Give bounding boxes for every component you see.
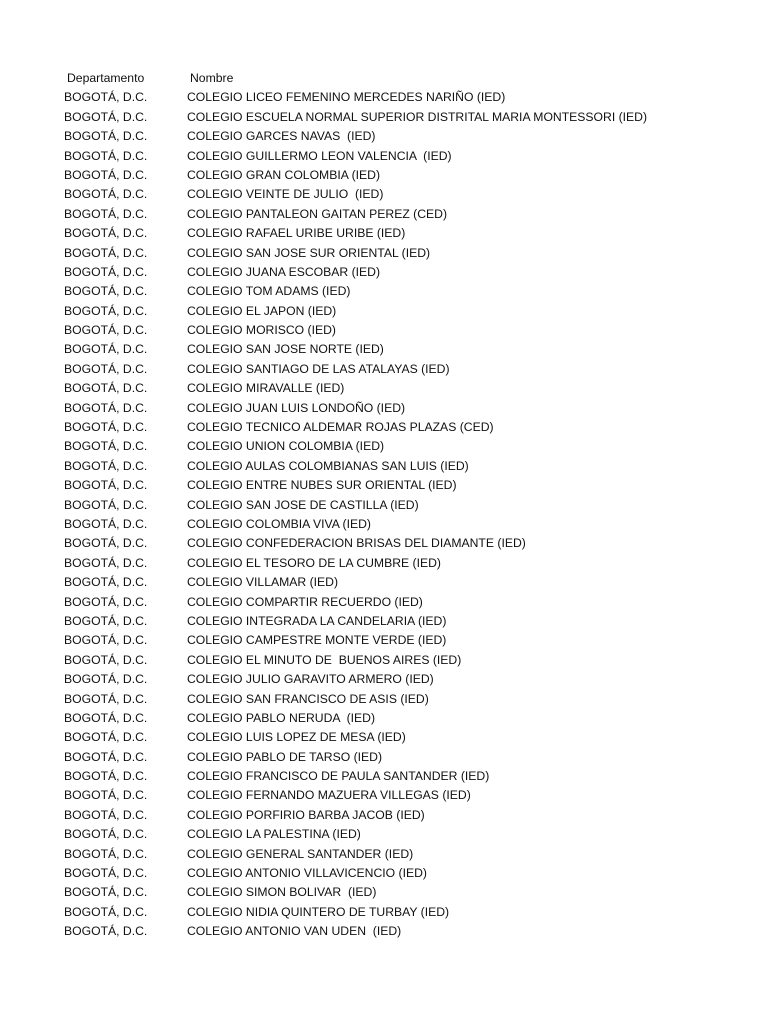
cell-departamento: BOGOTÁ, D.C. — [64, 148, 148, 163]
cell-nombre: COLEGIO LUIS LOPEZ DE MESA (IED) — [187, 730, 406, 745]
cell-nombre: COLEGIO ANTONIO VAN UDEN (IED) — [187, 924, 402, 939]
table-row — [64, 864, 744, 883]
cell-nombre: COLEGIO PANTALEON GAITAN PEREZ (CED) — [187, 206, 448, 221]
table-row — [64, 302, 744, 321]
header-row — [64, 69, 744, 88]
cell-departamento: BOGOTÁ, D.C. — [64, 846, 148, 861]
table-row — [64, 224, 744, 243]
cell-departamento: BOGOTÁ, D.C. — [64, 400, 148, 415]
cell-departamento: BOGOTÁ, D.C. — [64, 361, 148, 376]
table-row — [64, 534, 744, 553]
cell-departamento: BOGOTÁ, D.C. — [64, 109, 148, 124]
cell-nombre: COLEGIO JUAN LUIS LONDOÑO (IED) — [187, 400, 406, 415]
cell-departamento: BOGOTÁ, D.C. — [64, 284, 148, 299]
cell-nombre: COLEGIO SAN JOSE DE CASTILLA (IED) — [187, 497, 419, 512]
table-row — [64, 360, 744, 379]
cell-nombre: COLEGIO GUILLERMO LEON VALENCIA (IED) — [187, 148, 452, 163]
table-row — [64, 728, 744, 747]
table-row — [64, 670, 744, 689]
table-row — [64, 496, 744, 515]
cell-nombre: COLEGIO SANTIAGO DE LAS ATALAYAS (IED) — [187, 361, 450, 376]
spreadsheet-table — [64, 69, 744, 942]
table-row — [64, 147, 744, 166]
cell-nombre: COLEGIO NIDIA QUINTERO DE TURBAY (IED) — [187, 904, 450, 919]
table-row — [64, 166, 744, 185]
cell-nombre: COLEGIO SAN JOSE NORTE (IED) — [187, 342, 384, 357]
table-row — [64, 244, 744, 263]
cell-departamento: BOGOTÁ, D.C. — [64, 458, 148, 473]
cell-nombre: COLEGIO VILLAMAR (IED) — [187, 575, 339, 590]
cell-nombre: COLEGIO SAN JOSE SUR ORIENTAL (IED) — [187, 245, 431, 260]
cell-departamento: BOGOTÁ, D.C. — [64, 594, 148, 609]
cell-departamento: BOGOTÁ, D.C. — [64, 827, 148, 842]
cell-departamento: BOGOTÁ, D.C. — [64, 885, 148, 900]
cell-departamento: BOGOTÁ, D.C. — [64, 516, 148, 531]
table-body — [64, 88, 744, 941]
table-row — [64, 883, 744, 902]
cell-departamento: BOGOTÁ, D.C. — [64, 342, 148, 357]
cell-nombre: COLEGIO EL JAPON (IED) — [187, 303, 337, 318]
table-row — [64, 709, 744, 728]
cell-departamento: BOGOTÁ, D.C. — [64, 749, 148, 764]
table-row — [64, 437, 744, 456]
cell-departamento: BOGOTÁ, D.C. — [64, 206, 148, 221]
cell-nombre: COLEGIO EL MINUTO DE BUENOS AIRES (IED) — [187, 652, 462, 667]
cell-departamento: BOGOTÁ, D.C. — [64, 264, 148, 279]
cell-departamento: BOGOTÁ, D.C. — [64, 303, 148, 318]
cell-nombre: COLEGIO UNION COLOMBIA (IED) — [187, 439, 385, 454]
table-row — [64, 554, 744, 573]
cell-departamento: BOGOTÁ, D.C. — [64, 613, 148, 628]
cell-departamento: BOGOTÁ, D.C. — [64, 710, 148, 725]
cell-nombre: COLEGIO LA PALESTINA (IED) — [187, 827, 361, 842]
cell-departamento: BOGOTÁ, D.C. — [64, 633, 148, 648]
table-row — [64, 379, 744, 398]
table-row — [64, 631, 744, 650]
cell-departamento: BOGOTÁ, D.C. — [64, 167, 148, 182]
cell-nombre: COLEGIO MIRAVALLE (IED) — [187, 381, 345, 396]
cell-nombre: COLEGIO PABLO DE TARSO (IED) — [187, 749, 383, 764]
cell-departamento: BOGOTÁ, D.C. — [64, 807, 148, 822]
table-row — [64, 205, 744, 224]
cell-departamento: BOGOTÁ, D.C. — [64, 187, 148, 202]
cell-nombre: COLEGIO VEINTE DE JULIO (IED) — [187, 187, 384, 202]
table-row — [64, 825, 744, 844]
table-row — [64, 88, 744, 107]
cell-nombre: COLEGIO MORISCO (IED) — [187, 323, 336, 338]
cell-nombre: COLEGIO INTEGRADA LA CANDELARIA (IED) — [187, 613, 447, 628]
cell-departamento: BOGOTÁ, D.C. — [64, 536, 148, 551]
cell-nombre: COLEGIO CONFEDERACION BRISAS DEL DIAMANTE (IED) — [187, 536, 526, 551]
table-row — [64, 748, 744, 767]
table-row — [64, 399, 744, 418]
cell-nombre: COLEGIO JULIO GARAVITO ARMERO (IED) — [187, 672, 434, 687]
table-row — [64, 903, 744, 922]
cell-nombre: COLEGIO TOM ADAMS (IED) — [187, 284, 351, 299]
cell-nombre: COLEGIO GRAN COLOMBIA (IED) — [187, 167, 380, 182]
table-row — [64, 515, 744, 534]
table-row — [64, 476, 744, 495]
cell-departamento: BOGOTÁ, D.C. — [64, 478, 148, 493]
cell-nombre: COLEGIO EL TESORO DE LA CUMBRE (IED) — [187, 555, 441, 570]
cell-nombre: COLEGIO SAN FRANCISCO DE ASIS (IED) — [187, 691, 429, 706]
table-row — [64, 263, 744, 282]
table-row — [64, 690, 744, 709]
table-row — [64, 321, 744, 340]
cell-departamento: BOGOTÁ, D.C. — [64, 769, 148, 784]
cell-departamento: BOGOTÁ, D.C. — [64, 245, 148, 260]
cell-departamento: BOGOTÁ, D.C. — [64, 497, 148, 512]
cell-nombre: COLEGIO ANTONIO VILLAVICENCIO (IED) — [187, 866, 427, 881]
cell-nombre: COLEGIO RAFAEL URIBE URIBE (IED) — [187, 226, 406, 241]
cell-departamento: BOGOTÁ, D.C. — [64, 439, 148, 454]
cell-departamento: BOGOTÁ, D.C. — [64, 788, 148, 803]
column-header-nombre: Nombre — [190, 71, 234, 85]
table-row — [64, 457, 744, 476]
cell-departamento: BOGOTÁ, D.C. — [64, 924, 148, 939]
table-row — [64, 185, 744, 204]
cell-nombre: COLEGIO AULAS COLOMBIANAS SAN LUIS (IED) — [187, 458, 469, 473]
cell-departamento: BOGOTÁ, D.C. — [64, 90, 148, 105]
table-row — [64, 922, 744, 941]
cell-departamento: BOGOTÁ, D.C. — [64, 652, 148, 667]
cell-nombre: COLEGIO PORFIRIO BARBA JACOB (IED) — [187, 807, 425, 822]
cell-nombre: COLEGIO FERNANDO MAZUERA VILLEGAS (IED) — [187, 788, 471, 803]
table-row — [64, 573, 744, 592]
column-header-departamento: Departamento — [67, 71, 145, 85]
table-row — [64, 108, 744, 127]
cell-departamento: BOGOTÁ, D.C. — [64, 555, 148, 570]
table-row — [64, 651, 744, 670]
table-row — [64, 767, 744, 786]
cell-departamento: BOGOTÁ, D.C. — [64, 672, 148, 687]
cell-departamento: BOGOTÁ, D.C. — [64, 226, 148, 241]
table-row — [64, 340, 744, 359]
cell-nombre: COLEGIO COLOMBIA VIVA (IED) — [187, 516, 371, 531]
cell-nombre: COLEGIO ENTRE NUBES SUR ORIENTAL (IED) — [187, 478, 457, 493]
cell-nombre: COLEGIO CAMPESTRE MONTE VERDE (IED) — [187, 633, 447, 648]
table-row — [64, 127, 744, 146]
cell-nombre: COLEGIO TECNICO ALDEMAR ROJAS PLAZAS (CED) — [187, 420, 494, 435]
table-row — [64, 845, 744, 864]
cell-departamento: BOGOTÁ, D.C. — [64, 904, 148, 919]
cell-departamento: BOGOTÁ, D.C. — [64, 420, 148, 435]
cell-departamento: BOGOTÁ, D.C. — [64, 866, 148, 881]
cell-nombre: COLEGIO GENERAL SANTANDER (IED) — [187, 846, 414, 861]
cell-nombre: COLEGIO GARCES NAVAS (IED) — [187, 129, 376, 144]
table-row — [64, 282, 744, 301]
table-row — [64, 418, 744, 437]
cell-departamento: BOGOTÁ, D.C. — [64, 575, 148, 590]
cell-nombre: COLEGIO SIMON BOLIVAR (IED) — [187, 885, 377, 900]
cell-departamento: BOGOTÁ, D.C. — [64, 730, 148, 745]
cell-nombre: COLEGIO LICEO FEMENINO MERCEDES NARIÑO (IED) — [187, 90, 506, 105]
cell-departamento: BOGOTÁ, D.C. — [64, 129, 148, 144]
cell-departamento: BOGOTÁ, D.C. — [64, 381, 148, 396]
table-row — [64, 593, 744, 612]
table-row — [64, 612, 744, 631]
cell-departamento: BOGOTÁ, D.C. — [64, 691, 148, 706]
table-row — [64, 806, 744, 825]
cell-nombre: COLEGIO PABLO NERUDA (IED) — [187, 710, 376, 725]
cell-nombre: COLEGIO COMPARTIR RECUERDO (IED) — [187, 594, 423, 609]
table-row — [64, 786, 744, 805]
cell-nombre: COLEGIO JUANA ESCOBAR (IED) — [187, 264, 381, 279]
cell-nombre: COLEGIO ESCUELA NORMAL SUPERIOR DISTRITAL MARIA MONTESSORI (IED) — [187, 109, 648, 124]
cell-nombre: COLEGIO FRANCISCO DE PAULA SANTANDER (IED) — [187, 769, 490, 784]
cell-departamento: BOGOTÁ, D.C. — [64, 323, 148, 338]
